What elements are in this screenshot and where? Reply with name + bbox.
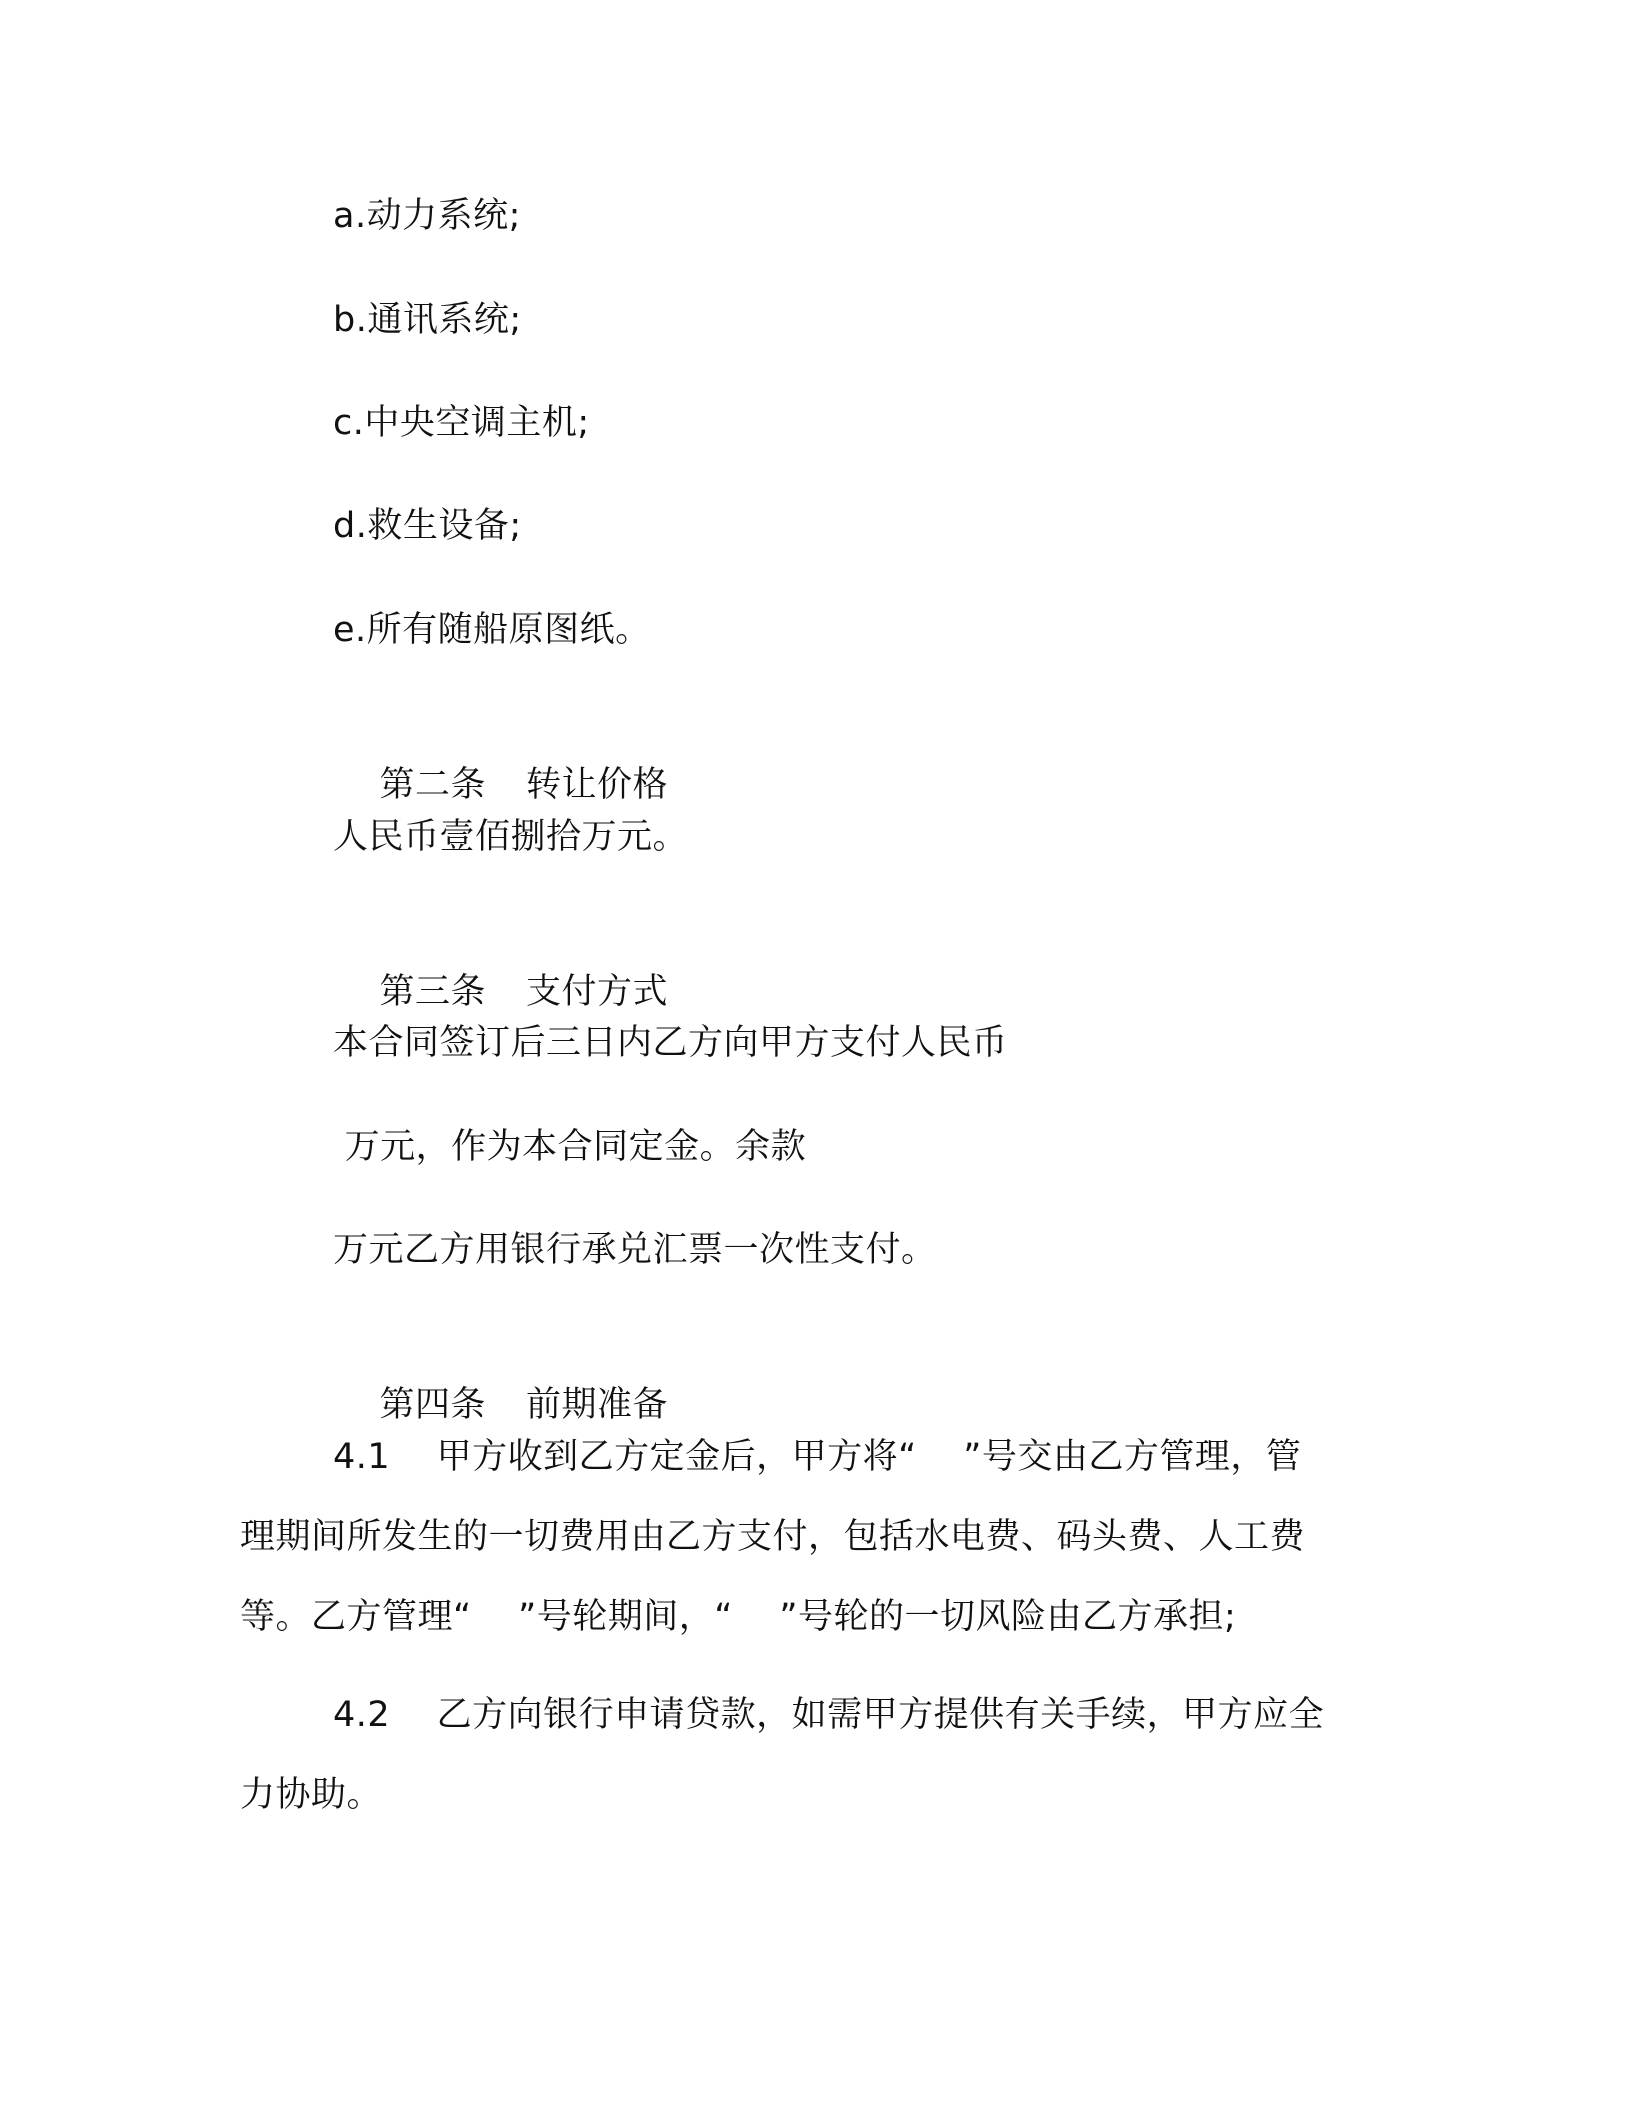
list-item-b: b.通讯系统; (333, 300, 522, 340)
list-item-c: c.中央空调主机; (333, 403, 590, 443)
article-4-title: 前期准备 (526, 1385, 669, 1425)
clause-4-2-line-1: 4.2 乙方向银行申请贷款，如需甲方提供有关手续，甲方应全 (333, 1695, 1325, 1735)
clause-4-1 (240, 1431, 1350, 1643)
clause-4-1-line-1: 4.1 甲方收到乙方定金后，甲方将“ ”号交由乙方管理，管 (333, 1437, 1302, 1477)
article-3-title: 支付方式 (526, 972, 669, 1012)
clause-4-1-line-3: 等。乙方管理“ ”号轮期间，“ ”号轮的一切风险由乙方承担; (240, 1597, 1237, 1637)
article-3-number: 第三条 (379, 972, 487, 1012)
article-4-number: 第四条 (379, 1385, 487, 1425)
article-3-line-1: 本合同签订后三日内乙方向甲方支付人民币 (333, 1023, 1008, 1063)
article-2-body: 人民币壹佰捌拾万元。 (333, 817, 689, 857)
clause-4-2-line-2: 力协助。 (240, 1775, 383, 1815)
list-item-a: a.动力系统; (333, 196, 521, 236)
list-item-d: d.救生设备; (333, 506, 522, 546)
article-2-title: 转让价格 (526, 765, 669, 805)
list-item-e: e.所有随船原图纸。 (333, 610, 651, 650)
article-2-number: 第二条 (379, 765, 487, 805)
clause-4-1-line-2: 理期间所发生的一切费用由乙方支付，包括水电费、码头费、人工费 (240, 1517, 1306, 1557)
article-3-line-3: 万元乙方用银行承兑汇票一次性支付。 (333, 1230, 937, 1270)
clause-4-2 (240, 1689, 1350, 1821)
article-3-line-2: 万元，作为本合同定金。余款 (333, 1127, 807, 1167)
